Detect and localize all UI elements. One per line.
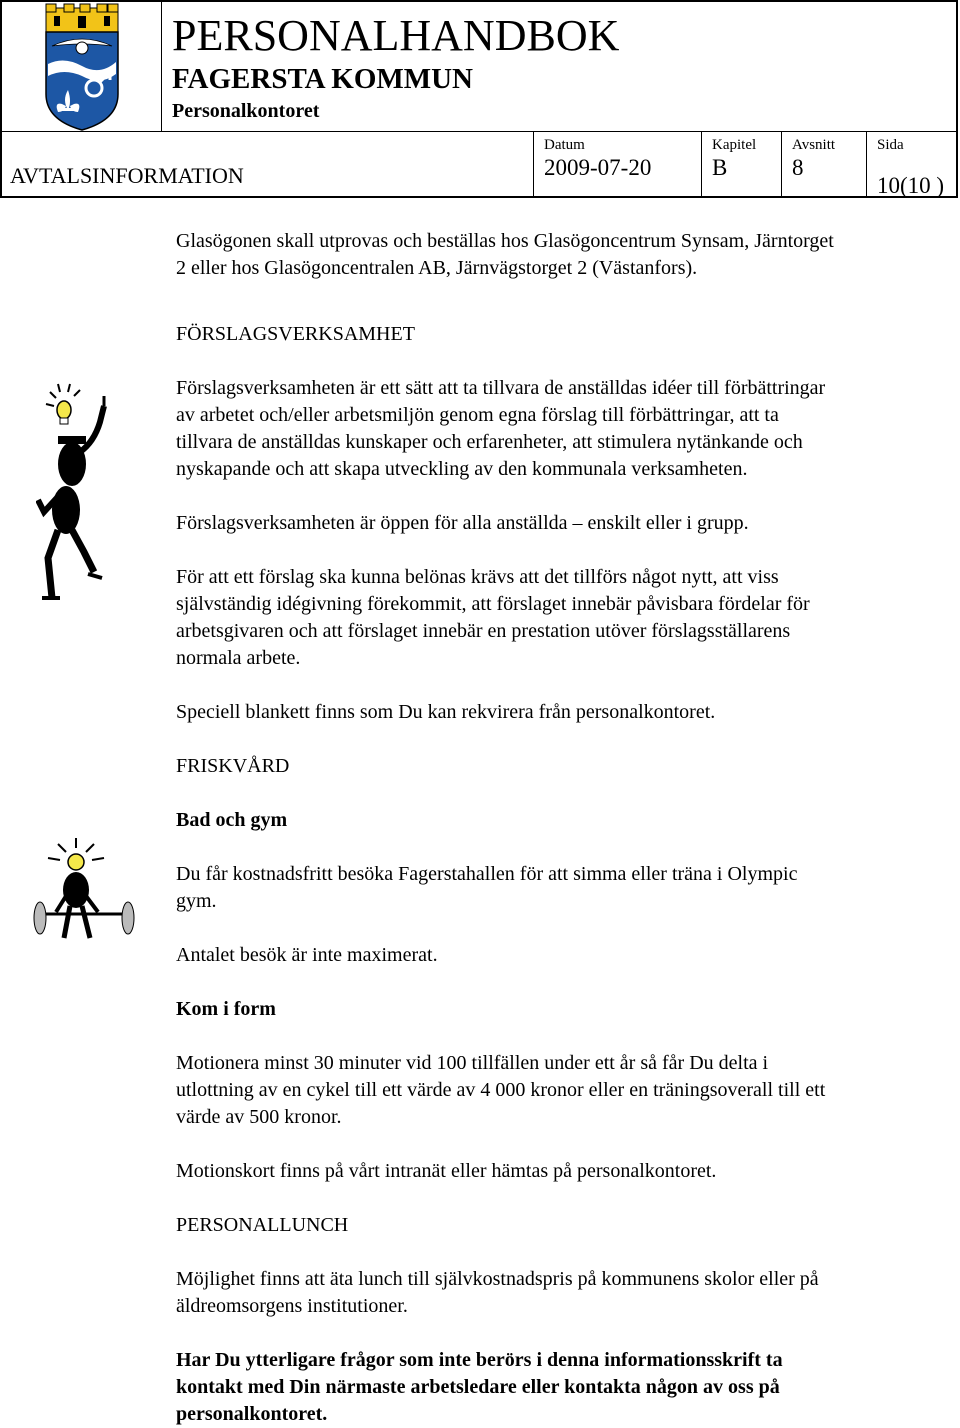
- forslag-line-4: nyskapande och att skapa utveckling av den kommunala verksamheten.: [176, 458, 748, 480]
- kom-line-1: Motionera minst 30 minuter vid 100 tillfällen under ett år så får Du delta i: [176, 1052, 769, 1074]
- blankett-paragraph: Speciell blankett finns som Du kan rekvirera från personalkontoret.: [176, 701, 716, 723]
- lunch-line-1: Möjlighet finns att äta lunch till självkostnadspris på kommunens skolor eller på: [176, 1268, 819, 1290]
- final-note-line-2: kontakt med Din närmaste arbetsledare eller kontakta någon av oss på: [176, 1376, 780, 1398]
- forslag-line-2: av arbetet och/eller arbetsmiljön genom egna förslag till förbättringar, att ta: [176, 404, 779, 426]
- forslag-line-1: Förslagsverksamheten är ett sätt att ta tillvara de anställdas idéer till förbättringar: [176, 377, 826, 399]
- chapter-cell: [702, 132, 782, 196]
- date-label: Datum: [544, 137, 585, 153]
- antalet-paragraph: Antalet besök är inte maximerat.: [176, 944, 438, 966]
- lunch-line-2: äldreomsorgens institutioner.: [176, 1295, 408, 1317]
- page-number: 10(10 ): [877, 173, 945, 198]
- belon-line-4: normala arbete.: [176, 647, 301, 669]
- date-cell: [534, 132, 702, 196]
- belon-line-3: arbetsgivaren och att förslaget innebär en prestation utöver förslagsställarens: [176, 620, 791, 642]
- section-name: AVTALSINFORMATION: [10, 163, 244, 188]
- date-value: 2009-07-20: [544, 155, 652, 180]
- header-meta-row: [2, 132, 956, 196]
- belon-line-1: För att ett förslag ska kunna belönas krävs att det tillförs något nytt, att viss: [176, 566, 779, 588]
- motionskort-paragraph: Motionskort finns på vårt intranät eller hämtas på personalkontoret.: [176, 1160, 717, 1182]
- document-header: [0, 0, 958, 198]
- handbook-title: PERSONALHANDBOK: [172, 11, 620, 60]
- forslag-open-paragraph: Förslagsverksamheten är öppen för alla anställda – enskilt eller i grupp.: [176, 512, 749, 534]
- final-note-line-3: personalkontoret.: [176, 1403, 328, 1425]
- bad-line-1: Du får kostnadsfritt besöka Fagerstahallen för att simma eller träna i Olympic: [176, 863, 798, 885]
- kom-line-3: värde av 500 kronor.: [176, 1106, 342, 1128]
- bad-line-2: gym.: [176, 890, 217, 912]
- glasses-paragraph-line-2: 2 eller hos Glasögoncentralen AB, Järnvägstorget 2 (Västanfors).: [176, 257, 698, 279]
- weightlifter-figure-icon: [28, 838, 140, 946]
- section-cell: [2, 132, 534, 196]
- chapter-label: Kapitel: [712, 137, 757, 153]
- title-cell: [162, 2, 956, 132]
- logo-cell: [2, 2, 162, 132]
- idea-stick-figure-icon: [36, 382, 128, 604]
- page-label: Sida: [877, 137, 904, 153]
- subsection-label: Avsnitt: [792, 137, 836, 153]
- subheading-kom-i-form: Kom i form: [176, 998, 276, 1020]
- department-name: Personalkontoret: [172, 100, 320, 122]
- kom-line-2: utlottning av en cykel till ett värde av 4 000 kronor eller en träningsoverall till ett: [176, 1079, 826, 1101]
- section-heading-friskvard: FRISKVÅRD: [176, 755, 290, 777]
- section-heading-forslag: FÖRSLAGSVERKSAMHET: [176, 323, 415, 345]
- belon-line-2: självständig idégivning förekommit, att förslaget innebär påvisbara fördelar för: [176, 593, 810, 615]
- municipal-coat-of-arms-logo: [2, 2, 162, 132]
- glasses-paragraph-line-1: Glasögonen skall utprovas och beställas hos Glasögoncentrum Synsam, Järntorget: [176, 230, 834, 252]
- municipality-name: FAGERSTA KOMMUN: [172, 63, 474, 95]
- page-cell: [867, 132, 956, 196]
- subheading-bad-och-gym: Bad och gym: [176, 809, 288, 831]
- final-note-line-1: Har Du ytterligare frågor som inte berörs i denna informationsskrift ta: [176, 1349, 783, 1371]
- chapter-value: B: [712, 155, 728, 180]
- section-heading-personallunch: PERSONALLUNCH: [176, 1214, 349, 1236]
- forslag-line-3: tillvara de anställdas kunskaper och erfarenheter, att stimulera nytänkande och: [176, 431, 803, 453]
- subsection-value: 8: [792, 155, 804, 180]
- subsection-cell: [782, 132, 867, 196]
